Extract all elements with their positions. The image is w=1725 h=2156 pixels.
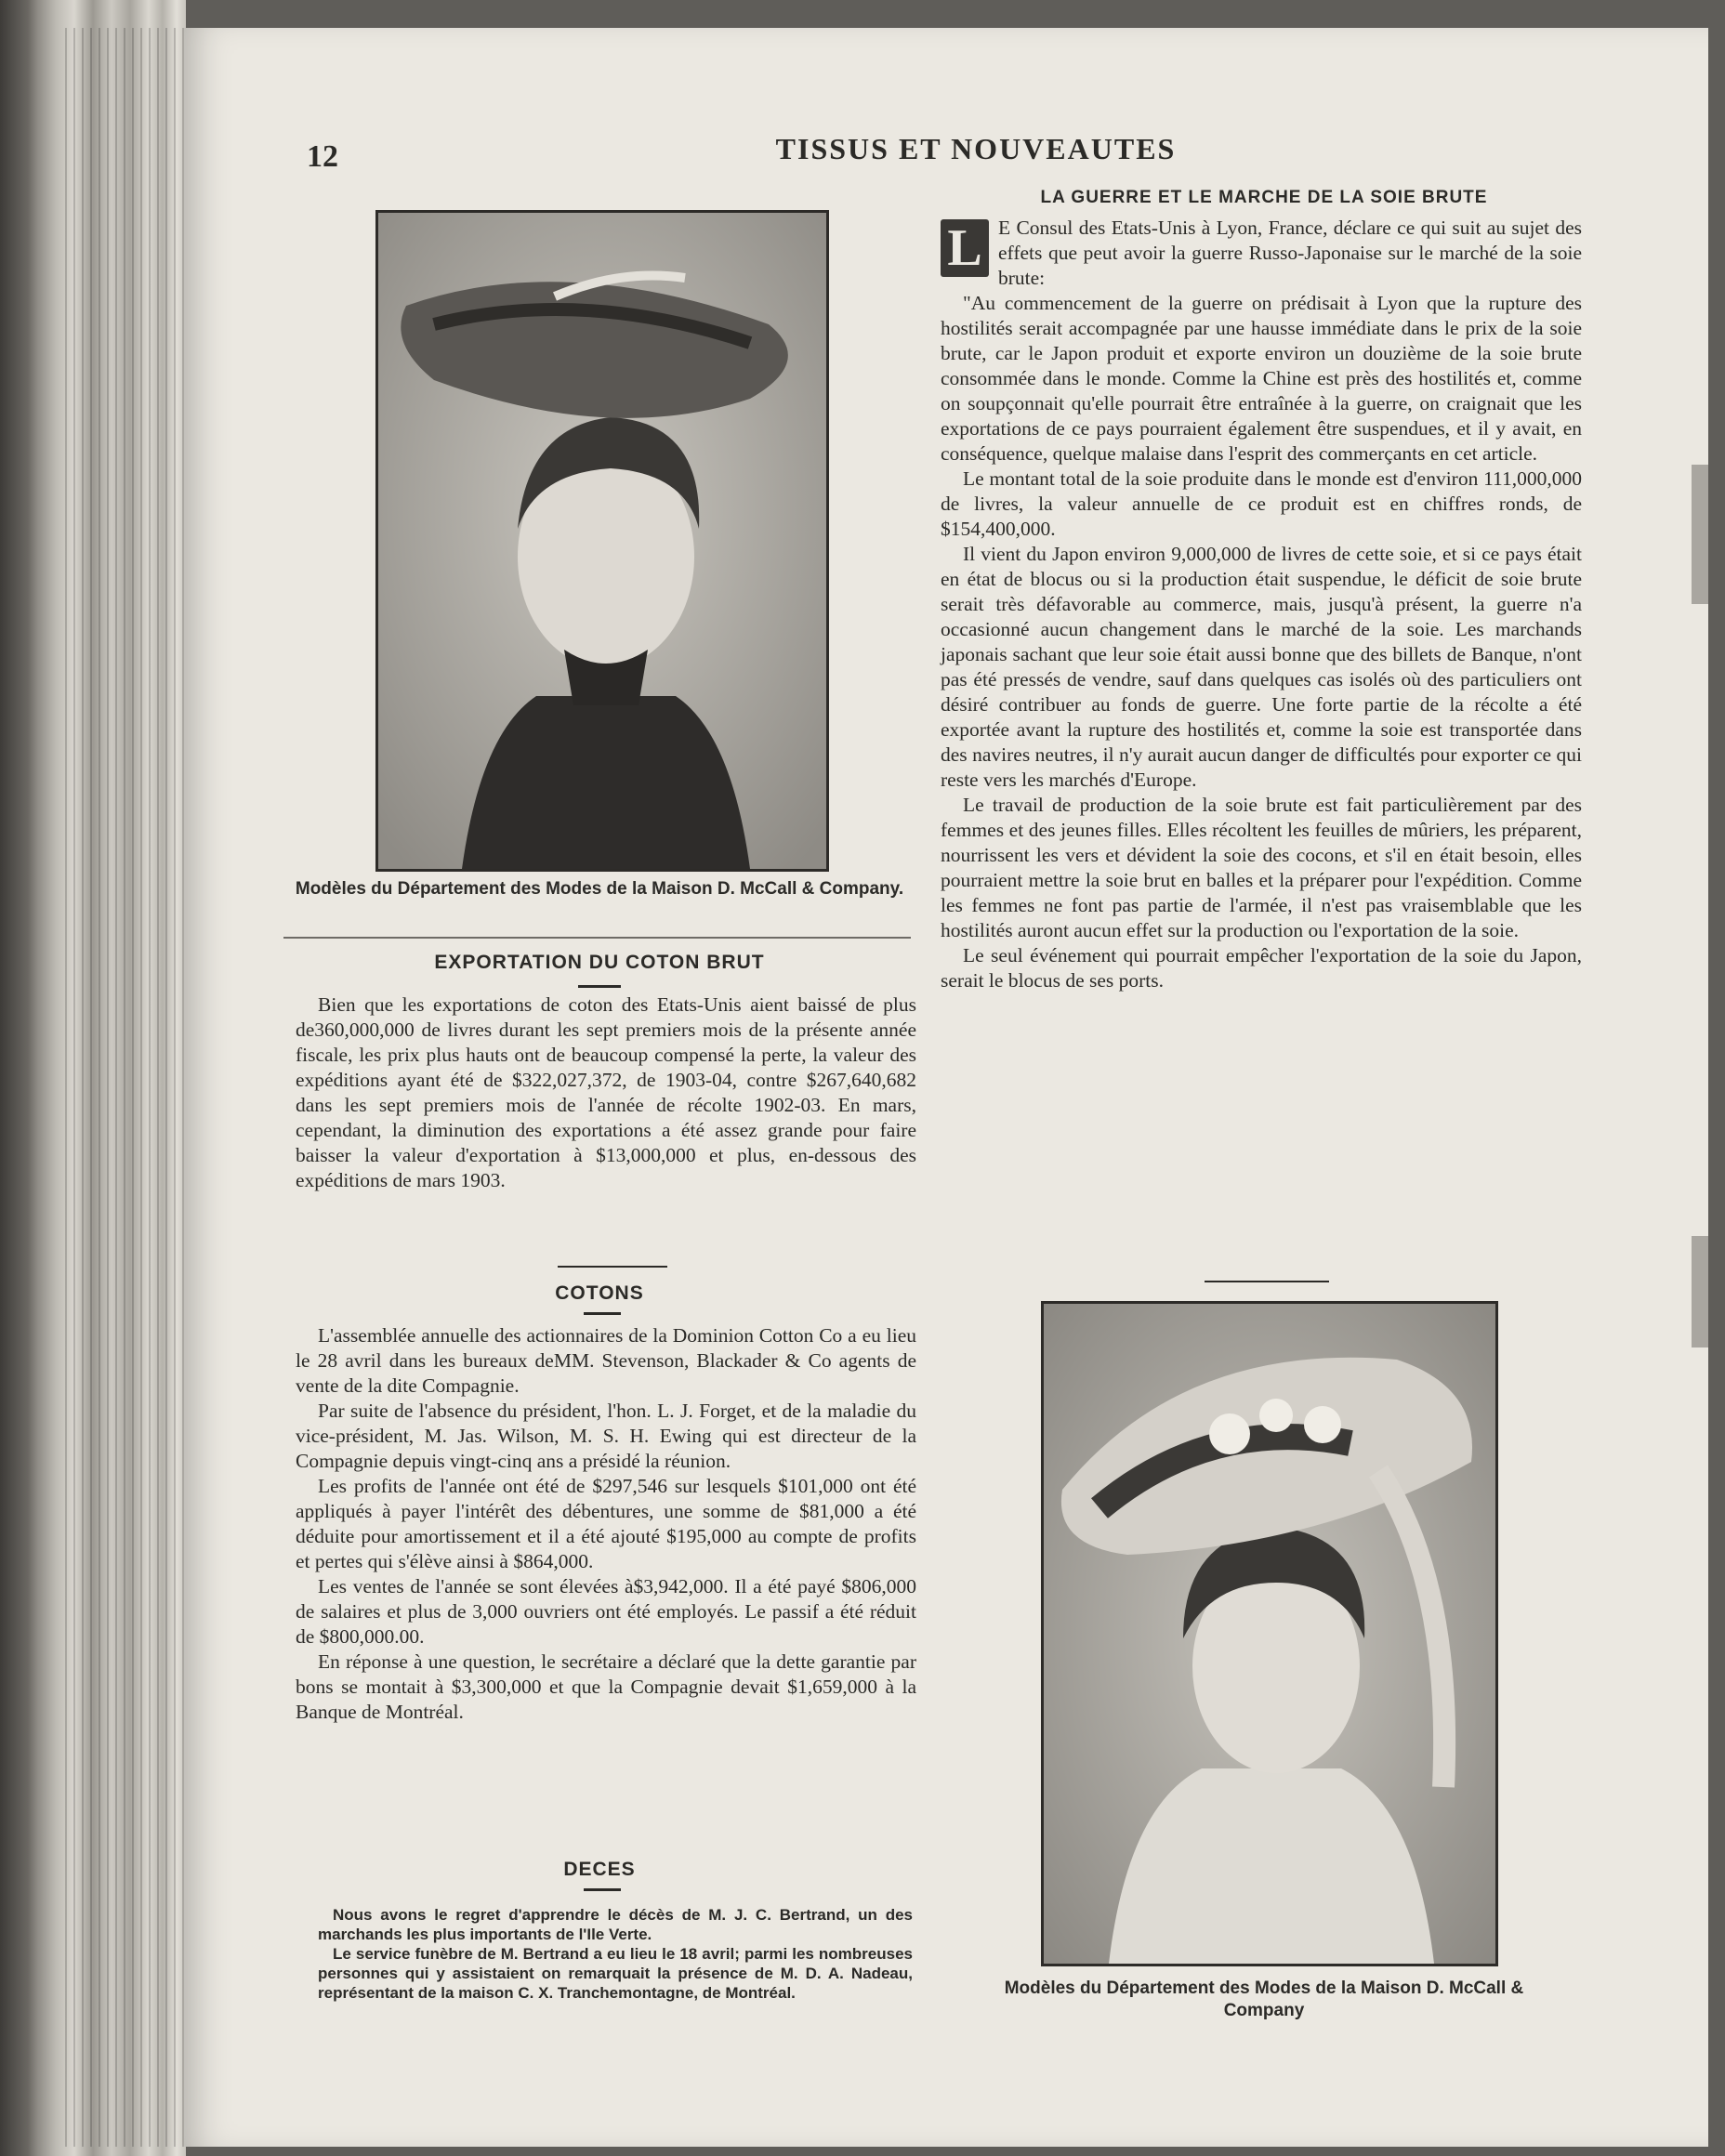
paragraph: Bien que les exportations de coton des Etats-Unis aient baissé de plus de360,000,000 de livres durant les sept premiers mois de la présente année fiscale, les prix plus hauts ont de beaucoup compensé la perte, la valeur des expéditions ayant été de $322,027,372, de 1903-04, contre $267,640,682 dans les sept premiers mois de l'année de récolte 1902-03. En mars, cependant, la diminution des exportations a été assez grande pour faire baisser la valeur d'exportation à $13,000,000 et plus, en-dessous des expéditions de mars 1903. (296, 993, 916, 1191)
paragraph: Le seul événement qui pourrait empêcher l'exportation de la soie du Japon, serait le blocus de ses ports. (941, 944, 1582, 992)
paragraph: Les ventes de l'année se sont élevées à$3,942,000. Il a été payé $806,000 de salaires et plus de 3,000 ouvriers ont été employés. Le passif a été réduit de $800,000.00. (296, 1575, 916, 1648)
heading-underline (578, 985, 621, 988)
paragraph: En réponse à une question, le secrétaire a déclaré que la dette garantie par bons se montait à $3,300,000 et que la Compagnie devait $1,659,000 à la Banque de Montréal. (296, 1650, 916, 1723)
portrait-photo-right (1041, 1301, 1498, 1966)
paragraph: Nous avons le regret d'apprendre le décès de M. J. C. Bertrand, un des marchands les plus importants de l'Ile Verte. (318, 1906, 913, 1943)
paragraph: Le service funèbre de M. Bertrand a eu lieu le 18 avril; parmi les nombreuses personnes qui y assistaient on remarquait la présence de M. D. A. Nadeau, représentant de la maison C. X. Tranchemontagne, de Montréal. (318, 1945, 913, 2002)
divider (1205, 1281, 1329, 1282)
page-tab (1692, 1236, 1708, 1348)
paragraph (941, 216, 1582, 291)
heading-soie-brute: LA GUERRE ET LE MARCHE DE LA SOIE BRUTE (1040, 188, 1488, 207)
article-exportation (296, 993, 916, 1193)
paragraph: Le travail de production de la soie brute est fait particulièrement par des femmes et des jeunes filles. Elles récoltent les feuilles de mûriers, les préparent, nourrissent les vers et dévident la soie des cocons, et s'il en était besoin, elles pourraient mettre la soie brut en balles et la préparer pour l'expédition. Comme les femmes ne font pas partie de l'armée, il n'est pas vraisemblable que les hostilités auront aucun effet sur la production ou l'exportation de la soie. (941, 794, 1582, 941)
heading-cotons: COTONS (555, 1282, 644, 1304)
left-photo-caption: Modèles du Département des Modes de la Maison D. McCall & Company. (295, 879, 904, 899)
page-number: 12 (307, 139, 338, 174)
heading-exportation: EXPORTATION DU COTON BRUT (434, 952, 765, 973)
divider (558, 1266, 667, 1268)
divider (283, 937, 911, 939)
paragraph: Il vient du Japon environ 9,000,000 de livres de cette soie, et si ce pays était en état de blocus ou si la production était suspendue, le déficit de soie brute serait très défavorable au commerce, mais, jusqu'à présent, la guerre n'a occasionné aucun changement dans le marché de la soie. Les marchands japonais sachant que leur soie était aussi bonne que des billets de Banque, n'ont pas été pressés de vendre, sauf dans quelques cas isolés où des particuliers ont désiré contribuer au fonds de guerre. Une forte partie de la récolte a été exportée avant la rupture des hostilités et, comme la soie est transportée dans des navires neutres, il n'y aurait aucun danger de difficultés pour exporter ce qui reste vers les marchés d'Europe. (941, 543, 1582, 791)
paragraph: L'assemblée annuelle des actionnaires de la Dominion Cotton Co a eu lieu le 28 avril dans les bureaux deMM. Stevenson, Blackader & Co agents de vente de la dite Compagnie. (296, 1324, 916, 1397)
paragraph-text: E Consul des Etats-Unis à Lyon, France, déclare ce qui suit au sujet des effets que peut avoir la guerre Russo-Japonaise sur le marché de la soie brute: (998, 217, 1582, 289)
paragraph: "Au commencement de la guerre on prédisait à Lyon que la rupture des hostilités serait accompagnée par une hausse immédiate dans le prix de la soie brute, car le Japon produit et exporte environ un douzième de la soie brute consommée dans le monde. Comme la Chine est près des hostilités et, comme on soupçonnait qu'elle pourrait être entraînée à la guerre, on craignait que les exportations de ce pays pourraient également être suspendues, et il y avait, en conséquence, quelque malaise dans l'esprit des commerçants en cet article. (941, 292, 1582, 465)
heading-underline (584, 1312, 621, 1315)
right-photo-caption: Modèles du Département des Modes de la Maison D. McCall & Company (1004, 1979, 1524, 2021)
paragraph: Les profits de l'année ont été de $297,546 sur lesquels $101,000 ont été appliqués à payer l'intérêt des débentures, une somme de $81,000 a été déduite pour amortissement et il a été ajouté $195,000 au compte de profits et pertes qui s'élève ainsi à $864,000. (296, 1475, 916, 1572)
article-cotons (296, 1323, 916, 1725)
heading-deces: DECES (563, 1859, 636, 1880)
portrait-illustration (378, 213, 826, 869)
portrait-illustration (1044, 1304, 1495, 1964)
heading-underline (584, 1888, 621, 1891)
paragraph: Le montant total de la soie produite dans le monde est d'environ 111,000,000 de livres, la valeur annuelle de ce produit est en chiffres ronds, de $154,400,000. (941, 467, 1582, 540)
book-page-stack (65, 28, 186, 2147)
publication-title: TISSUS ET NOUVEAUTES (775, 132, 1177, 165)
portrait-photo-left (375, 210, 829, 872)
article-soie-brute (941, 216, 1582, 993)
page-tab (1692, 465, 1708, 604)
paragraph: Par suite de l'absence du président, l'hon. L. J. Forget, et de la maladie du vice-président, M. Jas. Wilson, M. S. H. Ewing qui est directeur de la Compagnie depuis vingt-cinq ans a présidé la réunion. (296, 1400, 916, 1472)
drop-cap: L (941, 219, 989, 277)
article-deces (318, 1905, 913, 2003)
